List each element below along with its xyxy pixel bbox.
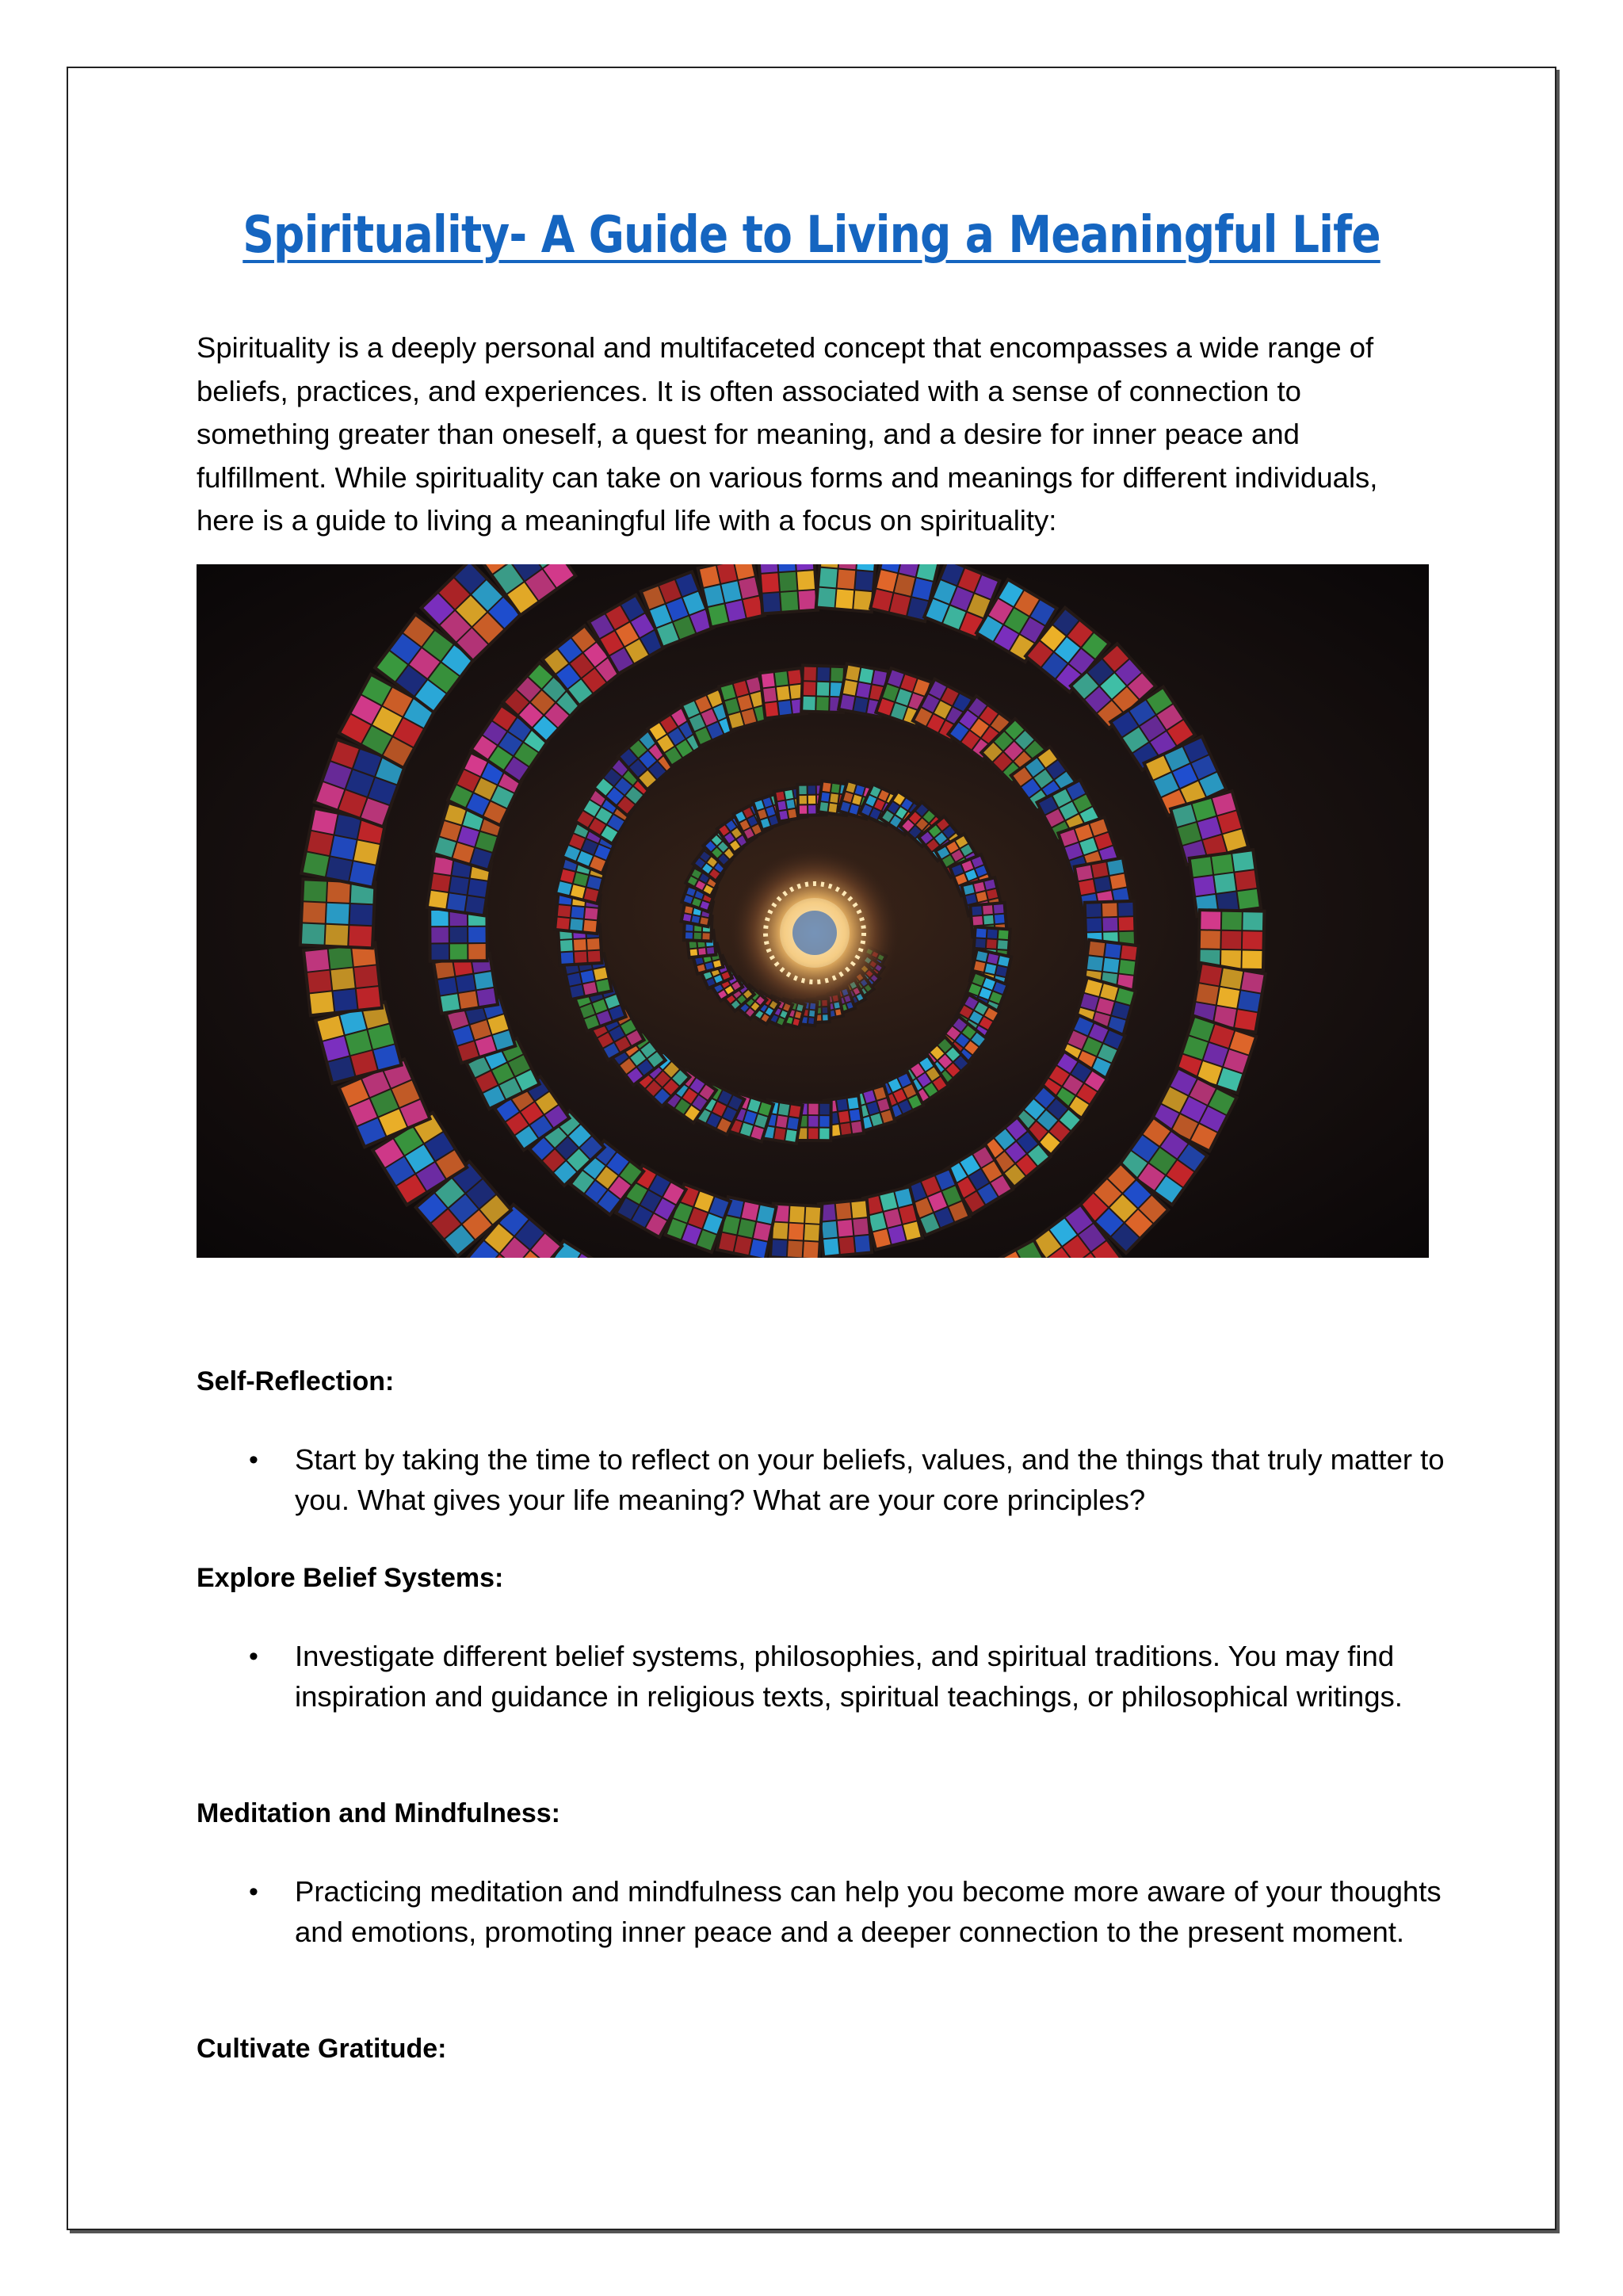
bullet-text-self-reflection: Start by taking the time to reflect on your beliefs, values, and the things that truly matter to you. What gives your life meaning? What are your core principles? — [295, 1443, 1445, 1516]
bullet-text-explore-belief-systems: Investigate different belief systems, philosophies, and spiritual traditions. You may find inspiration and guidance in religious texts, spiritual teachings, or philosophical writings. — [295, 1640, 1403, 1713]
bullet-icon: • — [249, 1641, 258, 1671]
intro-paragraph: Spirituality is a deeply personal and multifaceted concept that encompasses a wide range of beliefs, practices, and experiences. It is often associated with a sense of connection to something greater than oneself, a quest for meaning, and a desire for inner peace and fulfillment. While spirituality can take on various forms and meanings for different individuals, here is a guide to living a meaningful life with a focus on spirituality: — [197, 331, 1378, 537]
section-heading-meditation-mindfulness: Meditation and Mindfulness: — [197, 1798, 560, 1828]
section-heading-self-reflection: Self-Reflection: — [197, 1366, 395, 1396]
section-heading-cultivate-gratitude: Cultivate Gratitude: — [197, 2034, 447, 2064]
bullet-icon: • — [249, 1445, 258, 1475]
bullet-text-meditation-mindfulness: Practicing meditation and mindfulness can help you become more aware of your thoughts and emotions, promoting inner peace and a deeper connection to the present moment. — [295, 1875, 1442, 1948]
stained-glass-window — [817, 1198, 874, 1258]
bullet-icon: • — [249, 1877, 258, 1907]
stained-glass-window — [1187, 848, 1262, 919]
stained-glass-window — [302, 941, 384, 1017]
page-title: Spirituality- A Guide to Living a Meaningful Life — [242, 206, 1381, 265]
section-heading-explore-belief-systems: Explore Belief Systems: — [197, 1563, 504, 1593]
stained-glass-window — [1197, 908, 1266, 972]
spiral-illustration — [197, 564, 1429, 1258]
stained-glass-window — [815, 564, 879, 613]
stained-glass-window — [299, 877, 377, 949]
stained-glass-window — [757, 564, 819, 616]
stained-glass-spiral-image — [197, 564, 1429, 1258]
